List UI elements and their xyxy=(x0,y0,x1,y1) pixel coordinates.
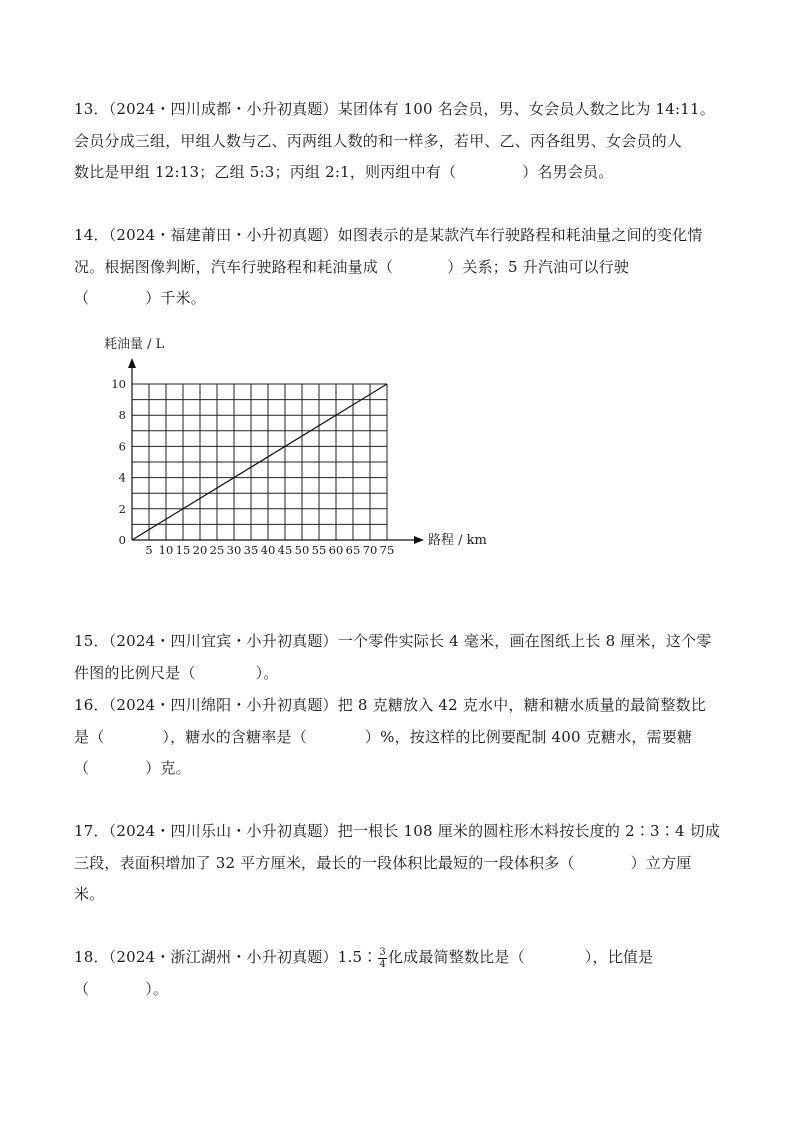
q14-line-2 xyxy=(74,252,724,284)
question-18 xyxy=(74,942,724,1005)
q16-text-c: ）%，按这样的比例要配制 400 克糖水，需要糖 xyxy=(364,727,693,746)
x-tick-label: 10 xyxy=(158,543,174,557)
q17-text-a: 三段，表面积增加了 32 平方厘米，最长的一段体积比最短的一段体积多（ xyxy=(74,853,575,872)
q16-line-2 xyxy=(74,722,724,754)
q18-text-d: （ xyxy=(74,979,90,998)
x-tick-label: 30 xyxy=(226,543,242,557)
y-tick-label: 0 xyxy=(118,533,126,547)
x-tick-label: 70 xyxy=(362,543,378,557)
q14-text-b: ）关系；5 升汽油可以行驶 xyxy=(447,257,630,276)
q13-text-b: ）名男会员。 xyxy=(522,163,614,181)
question-14 xyxy=(74,220,724,315)
question-13 xyxy=(74,94,724,189)
question-17 xyxy=(74,816,724,911)
q18-line-1 xyxy=(74,942,724,974)
q15-text-a: 件图的比例尺是（ xyxy=(74,663,196,682)
q17-text-b: ）立方厘 xyxy=(630,853,692,872)
y-tick-label: 6 xyxy=(118,439,126,454)
q16-text-d: （ xyxy=(74,759,90,777)
question-15 xyxy=(74,626,724,689)
q18-text-c: ），比值是 xyxy=(584,948,654,966)
q14-text-a: 况。根据图像判断，汽车行驶路程和耗油量成（ xyxy=(74,257,394,276)
x-tick-label: 75 xyxy=(379,543,395,557)
y-tick-label: 8 xyxy=(118,408,126,423)
q16-text-e: ）克。 xyxy=(145,759,191,777)
q17-line-3: 米。 xyxy=(74,885,105,903)
q15-line-2 xyxy=(74,658,724,690)
y-tick-label: 10 xyxy=(111,377,126,391)
q14-line-3 xyxy=(74,283,724,315)
q16-text-b: ），糖水的含糖率是（ xyxy=(162,727,307,746)
x-tick-label: 5 xyxy=(145,543,153,557)
x-tick-label: 45 xyxy=(277,543,293,557)
x-tick-label: 50 xyxy=(294,543,310,557)
q13-line-1: 13．（2024・四川成都・小升初真题）某团体有 100 名会员，男、女会员人数之比为 14:11。 xyxy=(74,100,715,118)
y-axis-label: 耗油量 / L xyxy=(104,337,165,352)
x-tick-label: 55 xyxy=(311,543,327,557)
x-tick-label: 15 xyxy=(175,543,191,557)
chart-axes xyxy=(128,358,424,544)
question-16 xyxy=(74,690,724,785)
q15-text-b: ）。 xyxy=(255,663,279,682)
x-tick-label: 40 xyxy=(260,543,276,557)
q18-text-e: ）。 xyxy=(145,979,169,998)
q16-line-3 xyxy=(74,753,724,785)
x-tick-label: 35 xyxy=(243,543,259,557)
chart-ticks xyxy=(111,377,394,557)
fraction xyxy=(378,947,387,970)
fraction-denominator: 4 xyxy=(379,958,386,970)
fuel-distance-chart xyxy=(98,328,498,558)
q14-text-d: ）千米。 xyxy=(145,289,207,307)
q13-line-3 xyxy=(74,157,724,189)
q13-line-2: 会员分成三组，甲组人数与乙、丙两组人数的和一样多，若甲、乙、丙各组男、女会员的人 xyxy=(74,131,683,150)
x-tick-label: 65 xyxy=(345,543,361,557)
q18-text-b: 化成最简整数比是（ xyxy=(387,948,525,966)
x-tick-label: 60 xyxy=(328,543,344,557)
q17-line-1: 17．（2024・四川乐山・小升初真题）把一根长 108 厘米的圆柱形木料按长度的 2∶3∶4 切成 xyxy=(74,822,721,840)
q13-text-a: 数比是甲组 12:13；乙组 5:3；丙组 2:1，则丙组中有（ xyxy=(74,163,457,181)
q18-text-a: 18．（2024・浙江湖州・小升初真题）1.5∶ xyxy=(74,948,378,966)
fraction-numerator: 3 xyxy=(379,946,386,958)
y-tick-label: 2 xyxy=(118,501,126,516)
q14-line-1: 14．（2024・福建莆田・小升初真题）如图表示的是某款汽车行驶路程和耗油量之间的变化情 xyxy=(74,226,703,244)
q14-text-c: （ xyxy=(74,289,90,307)
x-axis-arrow xyxy=(414,536,424,544)
q17-line-2 xyxy=(74,848,724,880)
x-axis-label: 路程 / km xyxy=(428,533,487,548)
y-axis-arrow xyxy=(128,358,136,368)
x-tick-label: 25 xyxy=(209,543,225,557)
q18-line-2 xyxy=(74,974,724,1006)
q16-text-a: 是（ xyxy=(74,727,105,746)
x-tick-label: 20 xyxy=(192,543,208,557)
y-tick-label: 4 xyxy=(118,470,126,485)
q16-line-1: 16．（2024・四川绵阳・小升初真题）把 8 克糖放入 42 克水中，糖和糖水质量的最简整数比 xyxy=(74,696,707,714)
q15-line-1: 15．（2024・四川宜宾・小升初真题）一个零件实际长 4 毫米，画在图纸上长 8 厘米，这个零 xyxy=(74,632,712,650)
